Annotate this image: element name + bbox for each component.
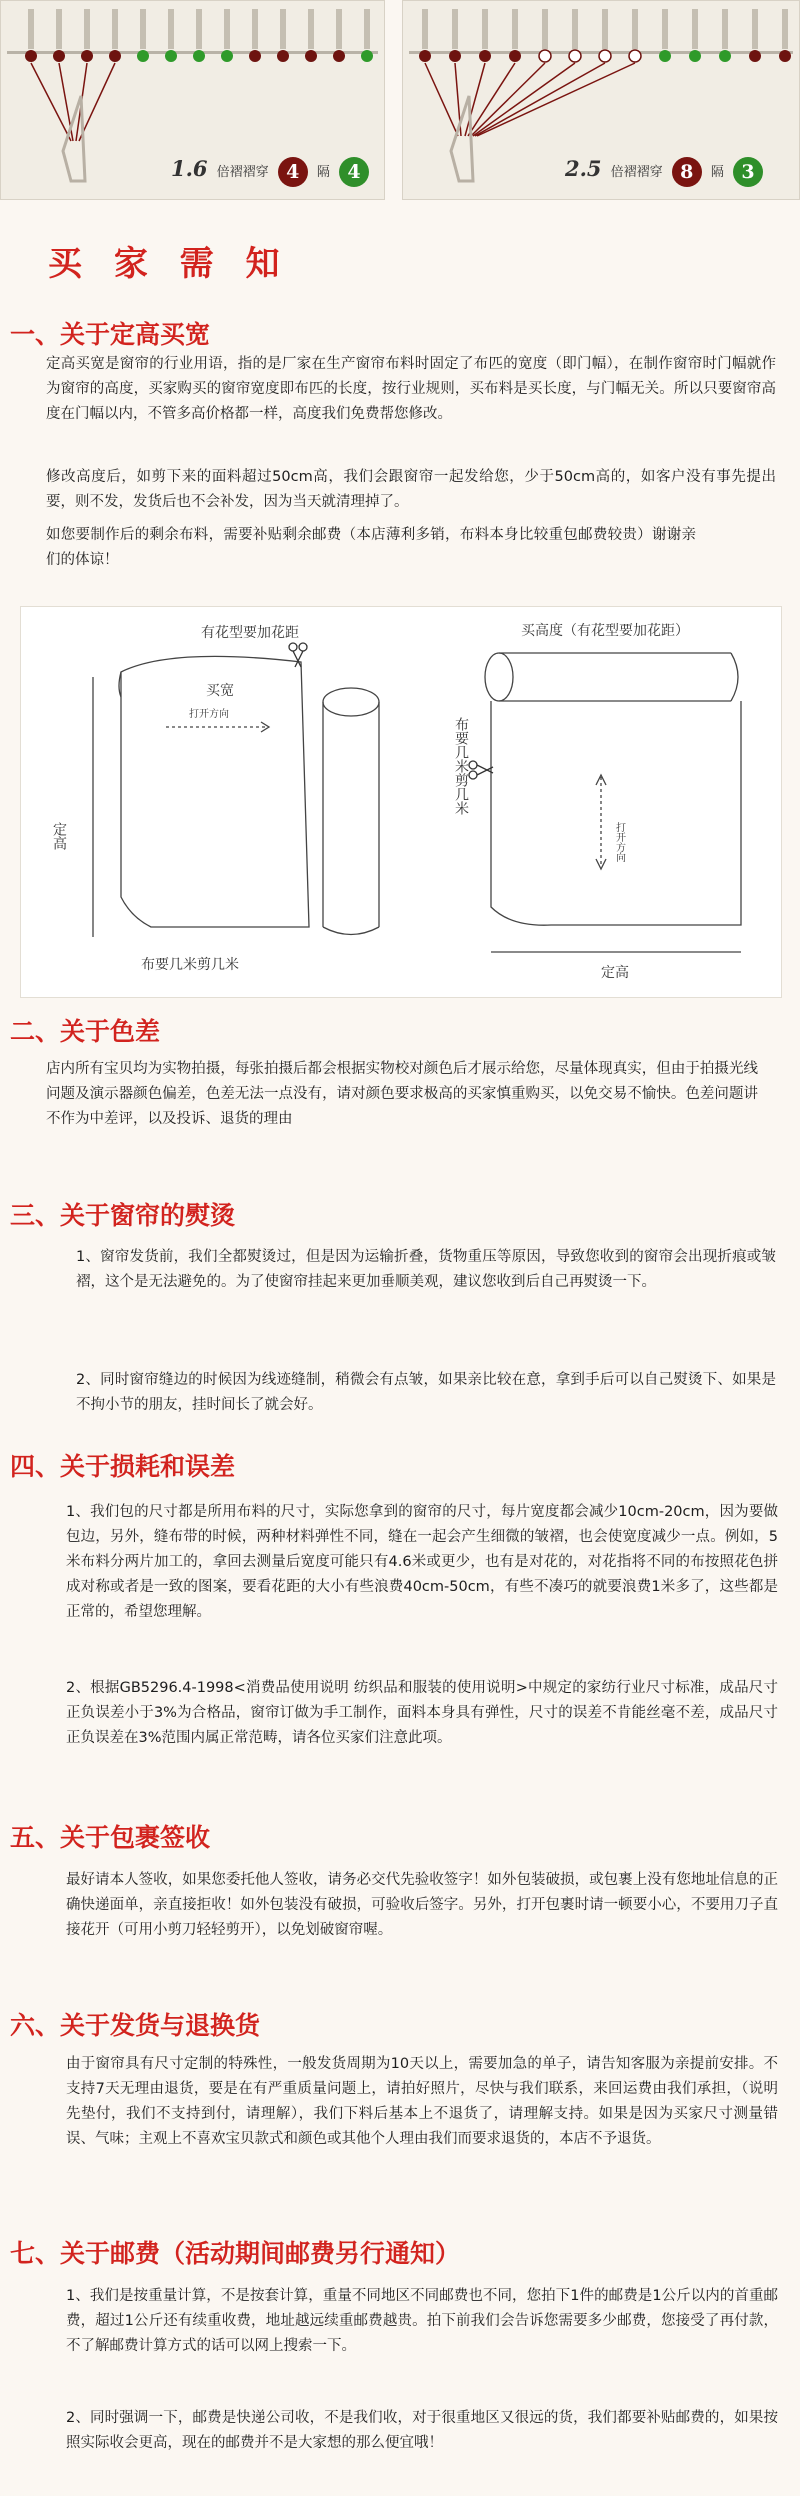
section-paragraph: 2、同时窗帘缝边的时候因为线迹缝制，稍微会有点皱，如果亲比较在意，拿到手后可以自己熨烫下、如果是不拘小节的朋友，挂时间长了就会好。	[76, 1372, 776, 1413]
section-paragraph: 定高买宽是窗帘的行业用语，指的是厂家在生产窗帘布料时固定了布匹的宽度（即门幅），在制作窗帘时门幅就作为窗帘的高度，买家购买的窗帘宽度即布匹的长度，按行业规则，买布料是买长度，与门幅无关。所以只要窗帘高度在门幅以内，不管多高价格都一样，高度我们免费帮您修改。	[46, 356, 776, 422]
fabric-diagram	[20, 606, 782, 998]
section-paragraph: 如您要制作后的剩余布料，需要补贴剩余邮费（本店薄利多销，布料本身比较重包邮费较贵）谢谢亲们的体谅！	[46, 527, 696, 568]
section-paragraph: 修改高度后，如剪下来的面料超过50cm高，我们会跟窗帘一起发给您，少于50cm高的，如客户没有事先提出要，则不发，发货后也不会补发，因为当天就清理掉了。	[46, 469, 776, 510]
gap-label: 隔	[316, 165, 330, 180]
pleat-label: 倍褶褶穿	[610, 165, 663, 180]
pleat-diagram-left	[0, 0, 385, 200]
label-pattern-spacing: 有花型要加花距	[201, 625, 299, 641]
section-title-ironing: 三、关于窗帘的熨烫	[10, 1201, 236, 1230]
section-paragraph: 2、根据GB5296.4-1998<消费品使用说明 纺织品和服装的使用说明>中规定的家纺行业尺寸标准，成品尺寸正负误差小于3%为合格品，窗帘订做为手工制作，面料本身具有弹性，尺寸的误差不肯能丝毫不差，成品尺寸正负误差在3%范围内属正常范畴，请各位买家们注意此项。	[66, 1680, 778, 1746]
label-buy-width: 买宽	[206, 683, 234, 699]
fabric-roll-end	[485, 653, 513, 701]
pleat-ratio: 2.5	[565, 156, 602, 181]
section-paragraph: 1、我们是按重量计算，不是按套计算，重量不同地区不同邮费也不同，您拍下1件的邮费是1公斤以内的首重邮费，超过1公斤还有续重收费，地址越远续重邮费越贵。拍下前我们会告诉您需要多少邮费，您接受了再付款，不了解邮费计算方式的话可以网上搜索一下。	[66, 2288, 778, 2354]
section-title-postage: 七、关于邮费（活动期间邮费另行通知）	[10, 2239, 461, 2268]
page-title: 买 家 需 知	[48, 244, 290, 284]
label-fixed-height-right: 定高	[601, 965, 629, 981]
scissors-icon	[289, 643, 307, 667]
section-paragraph: 2、同时强调一下，邮费是快递公司收，不是我们收，对于很重地区又很远的货，我们都要补贴邮费的，如果按照实际收会更高，现在的邮费并不是大家想的那么便宜哦！	[66, 2410, 778, 2451]
pleat-diagram-right	[402, 0, 800, 200]
section-paragraph: 最好请本人签收，如果您委托他人签收，请务必交代先验收签字！如外包装破损，或包裹上没有您地址信息的正确快递面单，亲直接拒收！如外包装没有破损，可验收后签字。另外，打开包裹时请一顿要小心，不要用刀子直接花开（可用小剪刀轻轻剪开），以免划破窗帘喔。	[66, 1872, 778, 1938]
section-paragraph: 由于窗帘具有尺寸定制的特殊性，一般发货周期为10天以上，需要加急的单子，请告知客服为亲提前安排。不支持7天无理由退货，要是在有严重质量问题上，请拍好照片，尽快与我们联系，来回运费由我们承担，（说明先垫付，我们不支持到付，请理解），我们下料后基本上不退货了，请理解支持。如果是因为买家尺寸测量错误、气味；主观上不喜欢宝贝款式和颜色或其他个人理由我们而要求退货的，本店不予退货。	[66, 2056, 778, 2147]
label-buy-height: 买高度（有花型要加花距）	[521, 623, 689, 639]
pleat-label: 倍褶褶穿	[216, 165, 269, 180]
scissors-icon	[469, 761, 493, 779]
label-open-direction-right: 打开方向	[613, 822, 625, 862]
pleat-count-badge: 8	[672, 157, 702, 187]
gap-label: 隔	[710, 165, 724, 180]
section-title-color-difference: 二、关于色差	[10, 1017, 161, 1046]
pleat-caption-right	[565, 156, 763, 187]
section-paragraph: 1、窗帘发货前，我们全都熨烫过，但是因为运输折叠，货物重压等原因，导致您收到的窗帘会出现折痕或皱褶，这个是无法避免的。为了使窗帘挂起来更加垂顺美观，建议您收到后自己再熨烫一下。	[76, 1249, 776, 1290]
section-title-height-width: 一、关于定高买宽	[10, 320, 211, 349]
section-paragraph: 店内所有宝贝均为实物拍摄，每张拍摄后都会根据实物校对颜色后才展示给您，尽量体现真实，但由于拍摄光线问题及演示器颜色偏差，色差无法一点没有，请对颜色要求极高的买家慎重购买，以免交易不愉快。色差问题讲不作为中差评，以及投诉、退货的理由	[46, 1061, 758, 1127]
label-fixed-height: 定高	[51, 822, 67, 850]
fabric-sheet-right	[491, 701, 741, 925]
gap-count-badge: 3	[733, 157, 763, 187]
fabric-roll-top	[323, 688, 379, 716]
label-open-direction: 打开方向	[189, 709, 229, 720]
section-paragraph: 1、我们包的尺寸都是所用布料的尺寸，实际您拿到的窗帘的尺寸，每片宽度都会减少10cm-20cm，因为要做包边，另外，缝布带的时候，两种材料弹性不同，缝在一起会产生细微的皱褶，也会使宽度减少一点。例如，5米布料分两片加工的，拿回去测量后宽度可能只有4.6米或更少，也有是对花的，对花指将不同的布按照花色拼成对称或者是一致的图案，要看花距的大小有些浪费40cm-50cm，有些不凑巧的就要浪费1米多了，这些都是正常的，希望您理解。	[66, 1504, 778, 1620]
pleat-count-badge: 4	[278, 157, 308, 187]
fabric-diagram-svg	[21, 607, 781, 997]
pleat-caption-left	[171, 156, 369, 187]
label-cut-length-right: 布要几米剪几米	[453, 717, 469, 815]
label-cut-length: 布要几米剪几米	[141, 957, 239, 973]
gap-count-badge: 4	[339, 157, 369, 187]
section-title-package-receipt: 五、关于包裹签收	[10, 1823, 211, 1852]
section-title-shipping-returns: 六、关于发货与退换货	[10, 2011, 261, 2040]
pleat-ratio: 1.6	[171, 156, 208, 181]
section-title-loss-error: 四、关于损耗和误差	[10, 1452, 236, 1481]
